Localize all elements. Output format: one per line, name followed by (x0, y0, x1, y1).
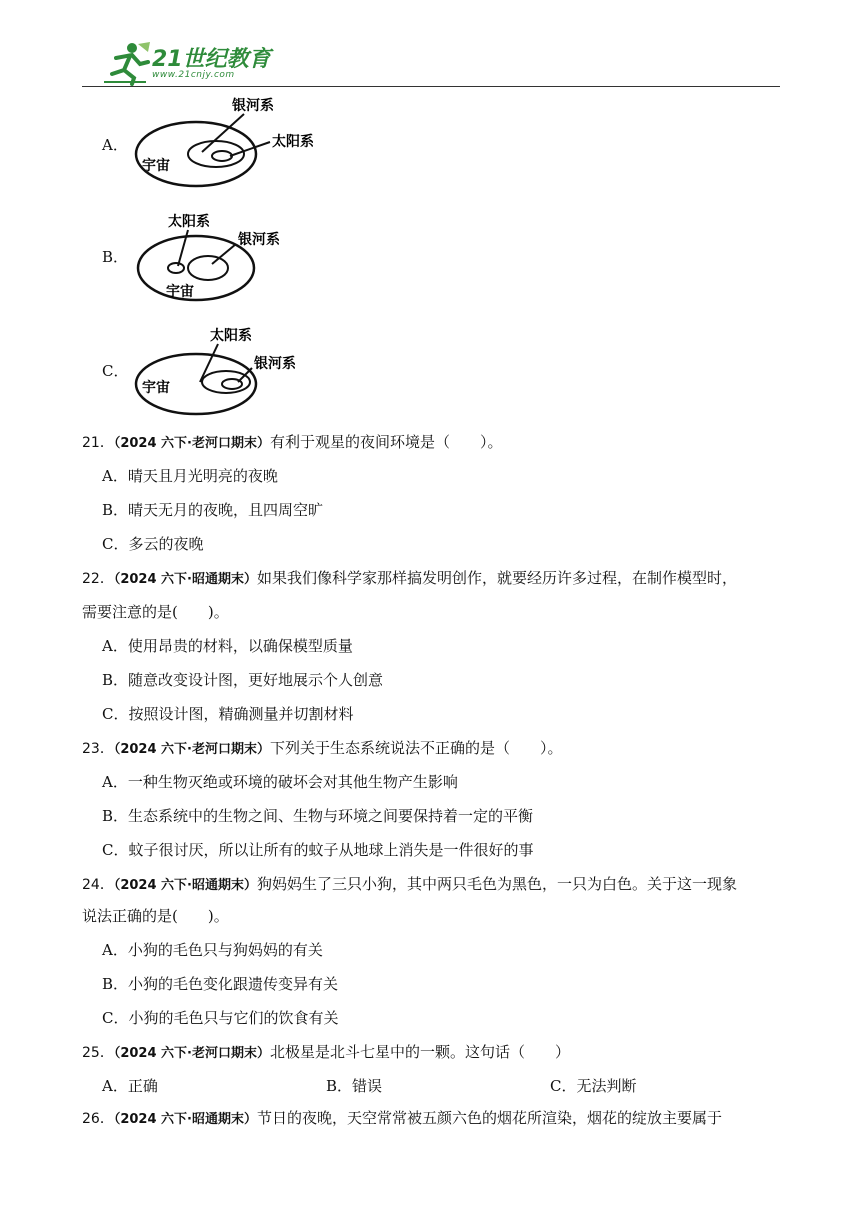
figure-option-c-letter: C． (102, 362, 129, 380)
question-22-option-a[interactable]: A．使用昂贵的材料，以确保模型质量 (102, 637, 353, 655)
question-25-option-a[interactable]: A．正确 (102, 1077, 158, 1095)
question-24-option-b[interactable]: B．小狗的毛色变化跟遗传变异有关 (102, 975, 339, 993)
galaxy-label: 银河系 (238, 232, 280, 248)
figure-option-a-diagram (132, 94, 332, 194)
logo-url: www.21cnjy.com (152, 70, 235, 80)
figure-option-c-diagram (132, 322, 332, 422)
question-24-stem-continued: 说法正确的是( )。 (82, 907, 229, 925)
question-source: （2024 六下·老河口期末） (113, 436, 270, 451)
question-24-option-c[interactable]: C．小狗的毛色只与它们的饮食有关 (102, 1009, 339, 1027)
question-stem: 如果我们像科学家那样搞发明创作，就要经历许多过程，在制作模型时， (256, 569, 737, 587)
question-source: （2024 六下·老河口期末） (113, 742, 270, 757)
question-21-option-c[interactable]: C．多云的夜晚 (102, 535, 204, 553)
solar-system-label: 太阳系 (168, 214, 210, 230)
question-number: 21． (82, 435, 114, 451)
runner-logo-icon (102, 40, 152, 86)
question-24-option-a[interactable]: A．小狗的毛色只与狗妈妈的有关 (102, 941, 323, 959)
universe-label: 宇宙 (166, 284, 194, 300)
question-source: （2024 六下·昭通期末） (113, 878, 257, 893)
page-header (0, 0, 860, 90)
question-22-option-b[interactable]: B．随意改变设计图，更好地展示个人创意 (102, 671, 384, 689)
solar-system-label: 太阳系 (272, 134, 314, 150)
question-stem: 有利于观星的夜间环境是（ ）。 (269, 433, 503, 451)
question-23-option-c[interactable]: C．蚊子很讨厌，所以让所有的蚊子从地球上消失是一件很好的事 (102, 841, 534, 859)
figure-option-b-diagram (132, 208, 332, 308)
question-25-option-c[interactable]: C．无法判断 (550, 1077, 637, 1095)
figure-option-a-letter: A． (102, 136, 128, 154)
question-stem: 节日的夜晚，天空常常被五颜六色的烟花所渲染，烟花的绽放主要属于 (256, 1109, 722, 1127)
question-21-option-a[interactable]: A．晴天且月光明亮的夜晚 (102, 467, 278, 485)
universe-label: 宇宙 (142, 380, 170, 396)
question-source: （2024 六下·昭通期末） (113, 1112, 257, 1127)
question-number: 25． (82, 1045, 114, 1061)
question-source: （2024 六下·昭通期末） (113, 572, 257, 587)
question-22 (82, 568, 737, 590)
question-21 (82, 432, 503, 454)
header-divider (82, 86, 780, 87)
solar-system-label: 太阳系 (210, 328, 252, 344)
question-number: 24． (82, 877, 114, 893)
question-stem: 北极星是北斗七星中的一颗。这句话（ ） (269, 1043, 570, 1061)
question-24 (82, 874, 737, 896)
galaxy-label: 银河系 (254, 356, 296, 372)
question-22-stem-continued: 需要注意的是( )。 (82, 603, 229, 621)
logo (102, 40, 272, 86)
figure-option-b-letter: B． (102, 248, 129, 266)
question-stem: 下列关于生态系统说法不正确的是（ ）。 (269, 739, 563, 757)
galaxy-label: 银河系 (232, 98, 274, 114)
question-25-option-b[interactable]: B．错误 (326, 1077, 383, 1095)
question-number: 22． (82, 571, 114, 587)
question-source: （2024 六下·老河口期末） (113, 1046, 270, 1061)
question-number: 23． (82, 741, 114, 757)
logo-text: 21世纪教育 (152, 47, 271, 72)
question-26 (82, 1108, 722, 1130)
question-23-option-b[interactable]: B．生态系统中的生物之间、生物与环境之间要保持着一定的平衡 (102, 807, 534, 825)
question-number: 26． (82, 1111, 114, 1127)
question-21-option-b[interactable]: B．晴天无月的夜晚，且四周空旷 (102, 501, 324, 519)
question-25 (82, 1042, 570, 1064)
universe-label: 宇宙 (142, 158, 170, 174)
question-22-option-c[interactable]: C．按照设计图，精确测量并切割材料 (102, 705, 354, 723)
question-23 (82, 738, 563, 760)
question-stem: 狗妈妈生了三只小狗，其中两只毛色为黑色，一只为白色。关于这一现象 (256, 875, 737, 893)
question-23-option-a[interactable]: A．一种生物灭绝或环境的破坏会对其他生物产生影响 (102, 773, 458, 791)
